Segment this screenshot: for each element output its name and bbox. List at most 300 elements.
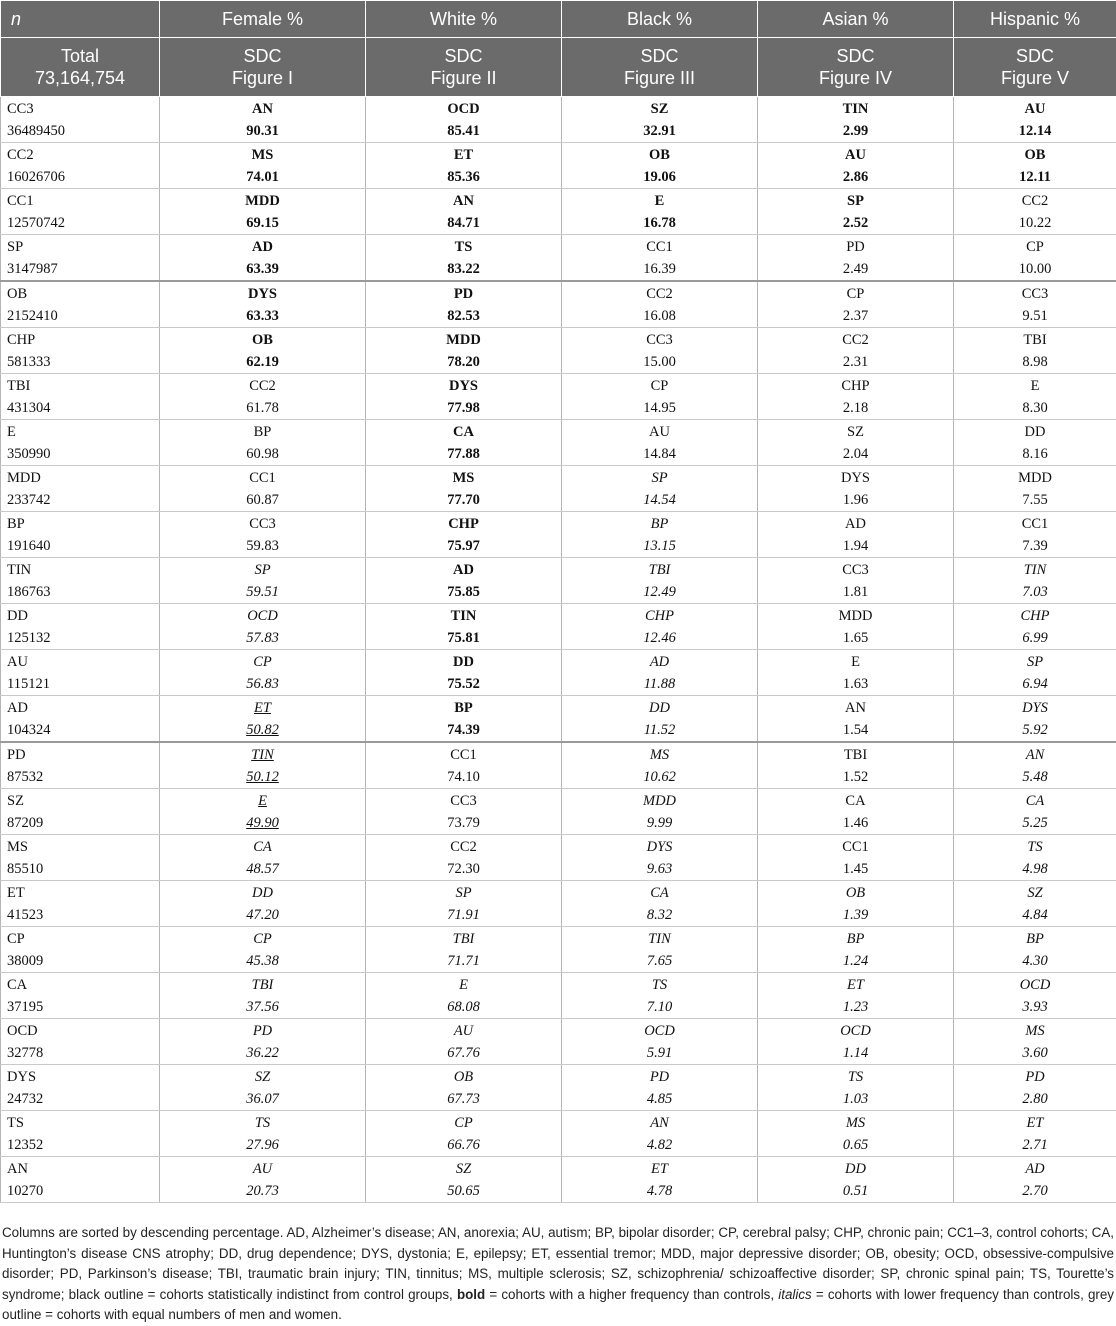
cell-cohort-name: DYS xyxy=(758,467,953,489)
cell-percent-value: 8.30 xyxy=(954,397,1116,419)
cell-percent-value: 6.94 xyxy=(954,673,1116,695)
cell-cohort-name: TBI xyxy=(954,329,1116,351)
cell-cohort-name: DD xyxy=(758,1158,953,1180)
cell-cohort-name: SZ xyxy=(758,421,953,443)
cell-percent-value: 72.30 xyxy=(366,858,561,880)
cell-cohort-name: PD xyxy=(366,283,561,305)
cell-cohort-name: CC2 xyxy=(366,836,561,858)
cell-percent-value: 75.85 xyxy=(366,581,561,603)
cell-cohort-name: CC1 xyxy=(758,836,953,858)
table-cell xyxy=(160,789,366,835)
cohort-n: 186763 xyxy=(7,581,159,603)
cell-percent-value: 75.52 xyxy=(366,673,561,695)
cell-percent-value: 63.39 xyxy=(160,258,365,280)
cell-cohort-name: PD xyxy=(562,1066,757,1088)
cell-percent-value: 15.00 xyxy=(562,351,757,373)
cohort-cell xyxy=(1,1019,160,1065)
table-footnote: Columns are sorted by descending percentage. AD, Alzheimer’s disease; AN, anorexia; AU, autism; BP, bipolar disorder; CP, cerebral palsy; CHP, chronic pain; CC1–3, control cohorts; CA, Huntington’s disease CNS atrophy; DD, drug dependence; DYS, dystonia; E, epilepsy; ET, essential tremor; MDD, major depressive disorder; OB, obesity; OCD, obsessive-compulsive disorder; PD, Parkinson’s disease; TBI, traumatic brain injury; TIN, tinnitus; MS, multiple sclerosis; SZ, schizophrenia/ schizoaffective disorder; SP, chronic spinal pain; TS, Tourette’s syndrome; black outline = cohorts statistically indistinct from control groups, bold = cohorts with a higher frequency than controls, italics = cohorts with lower frequency than controls, grey outline = cohorts with equal numbers of men and women. xyxy=(2,1223,1114,1326)
table-cell xyxy=(954,328,1116,374)
cell-percent-value: 7.10 xyxy=(562,996,757,1018)
table-cell xyxy=(366,1157,562,1203)
table-cell xyxy=(758,835,954,881)
cell-percent-value: 1.52 xyxy=(758,766,953,788)
cell-percent-value: 1.24 xyxy=(758,950,953,972)
cohort-n: 191640 xyxy=(7,535,159,557)
table-cell xyxy=(562,512,758,558)
table-cell xyxy=(954,604,1116,650)
cell-percent-value: 1.03 xyxy=(758,1088,953,1110)
cohort-cell xyxy=(1,281,160,328)
cell-cohort-name: OB xyxy=(954,144,1116,166)
cohort-code: AN xyxy=(7,1158,159,1180)
cell-cohort-name: CC3 xyxy=(160,513,365,535)
table-cell xyxy=(160,604,366,650)
cell-percent-value: 5.25 xyxy=(954,812,1116,834)
table-row xyxy=(1,973,1116,1019)
cell-percent-value: 60.98 xyxy=(160,443,365,465)
table-cell xyxy=(366,1019,562,1065)
table-cell xyxy=(366,189,562,235)
table-cell xyxy=(758,420,954,466)
cell-percent-value: 0.51 xyxy=(758,1180,953,1202)
table-cell xyxy=(366,835,562,881)
cell-percent-value: 2.52 xyxy=(758,212,953,234)
cohort-cell xyxy=(1,973,160,1019)
table-cell xyxy=(954,881,1116,927)
table-cell xyxy=(366,97,562,143)
cell-percent-value: 62.19 xyxy=(160,351,365,373)
cohort-n: 38009 xyxy=(7,950,159,972)
table-cell xyxy=(954,281,1116,328)
cohort-code: MDD xyxy=(7,467,159,489)
cell-percent-value: 37.56 xyxy=(160,996,365,1018)
cell-cohort-name: AD xyxy=(758,513,953,535)
table-cell xyxy=(758,512,954,558)
cohort-n: 104324 xyxy=(7,719,159,741)
cell-cohort-name: BP xyxy=(562,513,757,535)
table-cell xyxy=(160,97,366,143)
cell-cohort-name: OCD xyxy=(758,1020,953,1042)
cohort-n: 233742 xyxy=(7,489,159,511)
column-header-white: White % xyxy=(366,1,562,38)
cell-cohort-name: AD xyxy=(160,236,365,258)
cohort-code: CC2 xyxy=(7,144,159,166)
table-cell xyxy=(954,235,1116,282)
table-cell xyxy=(366,143,562,189)
cell-cohort-name: SZ xyxy=(160,1066,365,1088)
cell-percent-value: 67.73 xyxy=(366,1088,561,1110)
column-header-black: Black % xyxy=(562,1,758,38)
cohort-n: 581333 xyxy=(7,351,159,373)
table-cell xyxy=(366,604,562,650)
table-cell xyxy=(366,558,562,604)
cell-cohort-name: BP xyxy=(758,928,953,950)
cell-cohort-name: AN xyxy=(562,1112,757,1134)
cell-percent-value: 9.51 xyxy=(954,305,1116,327)
table-cell xyxy=(562,420,758,466)
table-cell xyxy=(562,281,758,328)
cell-percent-value: 74.10 xyxy=(366,766,561,788)
figure-ref-female: SDC Figure I xyxy=(160,38,366,97)
figure-ref-white: SDC Figure II xyxy=(366,38,562,97)
table-row xyxy=(1,189,1116,235)
cell-percent-value: 47.20 xyxy=(160,904,365,926)
table-cell xyxy=(758,466,954,512)
cohort-code: CA xyxy=(7,974,159,996)
cell-cohort-name: CC2 xyxy=(954,190,1116,212)
cohort-code: CHP xyxy=(7,329,159,351)
table-cell xyxy=(954,742,1116,789)
cell-percent-value: 83.22 xyxy=(366,258,561,280)
cell-cohort-name: TBI xyxy=(160,974,365,996)
cohort-code: TBI xyxy=(7,375,159,397)
cell-percent-value: 12.11 xyxy=(954,166,1116,188)
cohort-n: 3147987 xyxy=(7,258,159,280)
cell-percent-value: 74.39 xyxy=(366,719,561,741)
table-cell xyxy=(954,1157,1116,1203)
cell-cohort-name: SP xyxy=(954,651,1116,673)
total-label: Total xyxy=(1,45,159,67)
cohort-cell xyxy=(1,374,160,420)
table-cell xyxy=(366,1065,562,1111)
table-cell xyxy=(366,742,562,789)
table-row xyxy=(1,696,1116,743)
table-cell xyxy=(954,1019,1116,1065)
cell-percent-value: 73.79 xyxy=(366,812,561,834)
cell-cohort-name: AU xyxy=(160,1158,365,1180)
cell-percent-value: 49.90 xyxy=(246,812,279,834)
cell-cohort-name: DD xyxy=(954,421,1116,443)
cell-percent-value: 8.32 xyxy=(562,904,757,926)
cell-cohort-name: OB xyxy=(562,144,757,166)
cell-cohort-name: DD xyxy=(562,697,757,719)
cell-percent-value: 13.15 xyxy=(562,535,757,557)
table-cell xyxy=(160,143,366,189)
table-cell xyxy=(562,1111,758,1157)
table-cell xyxy=(562,466,758,512)
cohort-code: TIN xyxy=(7,559,159,581)
cohort-n: 2152410 xyxy=(7,305,159,327)
cell-cohort-name: DYS xyxy=(562,836,757,858)
cell-cohort-name: ET xyxy=(954,1112,1116,1134)
cohort-n: 12570742 xyxy=(7,212,159,234)
cell-cohort-name: OB xyxy=(160,329,365,351)
cell-percent-value: 61.78 xyxy=(160,397,365,419)
cell-percent-value: 8.16 xyxy=(954,443,1116,465)
table-cell xyxy=(562,189,758,235)
table-cell xyxy=(562,973,758,1019)
cell-cohort-name: CP xyxy=(160,928,365,950)
cohort-cell xyxy=(1,235,160,282)
cell-cohort-name: CP xyxy=(758,283,953,305)
cell-percent-value: 27.96 xyxy=(160,1134,365,1156)
cohort-code: ET xyxy=(7,882,159,904)
table-cell xyxy=(366,466,562,512)
cell-percent-value: 10.00 xyxy=(954,258,1116,280)
table-cell xyxy=(562,927,758,973)
table-cell xyxy=(160,927,366,973)
cell-cohort-name: TIN xyxy=(246,744,279,766)
table-cell xyxy=(954,143,1116,189)
cell-percent-value: 82.53 xyxy=(366,305,561,327)
cohort-code: SZ xyxy=(7,790,159,812)
table-cell xyxy=(160,1065,366,1111)
table-row xyxy=(1,1111,1116,1157)
cell-percent-value: 32.91 xyxy=(562,120,757,142)
cell-percent-value: 14.95 xyxy=(562,397,757,419)
header-row xyxy=(1,1,1116,38)
table-body xyxy=(1,97,1116,1203)
cohort-cell xyxy=(1,1065,160,1111)
cell-cohort-name: E xyxy=(954,375,1116,397)
table-cell xyxy=(954,558,1116,604)
cell-cohort-name: CC2 xyxy=(160,375,365,397)
cell-percent-value: 14.84 xyxy=(562,443,757,465)
cell-cohort-name: BP xyxy=(954,928,1116,950)
cell-cohort-name: CC3 xyxy=(954,283,1116,305)
cell-cohort-name: DD xyxy=(366,651,561,673)
cell-percent-value: 4.84 xyxy=(954,904,1116,926)
cell-cohort-name: OCD xyxy=(954,974,1116,996)
cell-cohort-name: SZ xyxy=(366,1158,561,1180)
cohort-cell xyxy=(1,420,160,466)
cell-cohort-name: SP xyxy=(366,882,561,904)
cell-cohort-name: BP xyxy=(160,421,365,443)
cell-percent-value: 14.54 xyxy=(562,489,757,511)
cell-percent-value: 2.04 xyxy=(758,443,953,465)
cell-percent-value: 12.14 xyxy=(954,120,1116,142)
cell-percent-value: 2.99 xyxy=(758,120,953,142)
table-cell xyxy=(562,1157,758,1203)
cell-percent-value: 36.22 xyxy=(160,1042,365,1064)
cell-percent-value: 7.03 xyxy=(954,581,1116,603)
cell-cohort-name: MDD xyxy=(366,329,561,351)
cell-percent-value: 75.81 xyxy=(366,627,561,649)
cell-cohort-name: ET xyxy=(758,974,953,996)
table-cell xyxy=(758,558,954,604)
table-cell xyxy=(366,420,562,466)
cohort-code: BP xyxy=(7,513,159,535)
cell-cohort-name: CA xyxy=(758,790,953,812)
table-cell xyxy=(160,742,366,789)
table-row xyxy=(1,281,1116,328)
table-row xyxy=(1,742,1116,789)
cell-cohort-name: AD xyxy=(562,651,757,673)
table-cell xyxy=(954,374,1116,420)
cell-percent-value: 12.46 xyxy=(562,627,757,649)
cell-cohort-name: ET xyxy=(246,697,279,719)
cell-percent-value: 1.94 xyxy=(758,535,953,557)
cell-percent-value: 75.97 xyxy=(366,535,561,557)
table-cell xyxy=(562,97,758,143)
cell-cohort-name: AD xyxy=(366,559,561,581)
cohort-n: 115121 xyxy=(7,673,159,695)
cell-percent-value: 1.54 xyxy=(758,719,953,741)
cell-percent-value: 56.83 xyxy=(160,673,365,695)
column-header-hispanic: Hispanic % xyxy=(954,1,1116,38)
cell-percent-value: 4.30 xyxy=(954,950,1116,972)
table-cell xyxy=(160,1157,366,1203)
cell-cohort-name: DYS xyxy=(366,375,561,397)
cohort-cell xyxy=(1,696,160,743)
cohort-n: 24732 xyxy=(7,1088,159,1110)
cohort-n: 85510 xyxy=(7,858,159,880)
cell-cohort-name: CA xyxy=(562,882,757,904)
table-cell xyxy=(160,235,366,282)
cell-cohort-name: E xyxy=(562,190,757,212)
cell-percent-value: 5.92 xyxy=(954,719,1116,741)
cell-percent-value: 67.76 xyxy=(366,1042,561,1064)
table-cell xyxy=(160,512,366,558)
cohort-n: 87209 xyxy=(7,812,159,834)
table-cell xyxy=(758,328,954,374)
cohort-code: SP xyxy=(7,236,159,258)
table-cell xyxy=(160,696,366,743)
table-cell xyxy=(366,927,562,973)
cohort-code: MS xyxy=(7,836,159,858)
table-row xyxy=(1,558,1116,604)
cell-cohort-name: AN xyxy=(366,190,561,212)
cell-cohort-name: CC1 xyxy=(160,467,365,489)
cell-percent-value: 74.01 xyxy=(160,166,365,188)
cell-cohort-name: MDD xyxy=(160,190,365,212)
table-row xyxy=(1,881,1116,927)
cohort-cell xyxy=(1,881,160,927)
table-row xyxy=(1,235,1116,282)
cell-cohort-name: SP xyxy=(562,467,757,489)
cell-percent-value: 4.78 xyxy=(562,1180,757,1202)
table-cell xyxy=(954,1111,1116,1157)
cell-percent-value: 10.62 xyxy=(562,766,757,788)
cell-cohort-name: TBI xyxy=(366,928,561,950)
table-row xyxy=(1,650,1116,696)
column-header-female: Female % xyxy=(160,1,366,38)
cell-percent-value: 9.99 xyxy=(562,812,757,834)
cell-percent-value: 50.12 xyxy=(246,766,279,788)
table-cell xyxy=(954,835,1116,881)
cell-percent-value: 69.15 xyxy=(160,212,365,234)
table-cell xyxy=(366,650,562,696)
cell-percent-value: 1.96 xyxy=(758,489,953,511)
cell-percent-value: 36.07 xyxy=(160,1088,365,1110)
table-cell xyxy=(562,881,758,927)
table-row xyxy=(1,466,1116,512)
figure-ref-black: SDC Figure III xyxy=(562,38,758,97)
table-row xyxy=(1,835,1116,881)
cell-percent-value: 77.70 xyxy=(366,489,561,511)
cohort-cell xyxy=(1,466,160,512)
table-cell xyxy=(562,143,758,189)
cell-percent-value: 10.22 xyxy=(954,212,1116,234)
table-cell xyxy=(758,927,954,973)
cohort-cell xyxy=(1,512,160,558)
table-cell xyxy=(562,235,758,282)
cell-percent-value: 2.37 xyxy=(758,305,953,327)
cell-cohort-name: CC1 xyxy=(366,744,561,766)
cohort-cell xyxy=(1,604,160,650)
cell-percent-value: 6.99 xyxy=(954,627,1116,649)
cohort-cell xyxy=(1,1157,160,1203)
cell-cohort-name: AN xyxy=(954,744,1116,766)
table-cell xyxy=(366,328,562,374)
cell-percent-value: 5.48 xyxy=(954,766,1116,788)
table-row xyxy=(1,1065,1116,1111)
table-cell xyxy=(160,466,366,512)
cell-cohort-name: MDD xyxy=(758,605,953,627)
cell-percent-value: 8.98 xyxy=(954,351,1116,373)
figure-ref-hispanic: SDC Figure V xyxy=(954,38,1116,97)
cell-percent-value: 16.78 xyxy=(562,212,757,234)
table-cell xyxy=(562,604,758,650)
cell-percent-value: 1.65 xyxy=(758,627,953,649)
cell-percent-value: 1.63 xyxy=(758,673,953,695)
table-cell xyxy=(758,374,954,420)
cohort-code: CP xyxy=(7,928,159,950)
table-row xyxy=(1,97,1116,143)
table-cell xyxy=(954,466,1116,512)
table-cell xyxy=(954,1065,1116,1111)
cell-cohort-name: CA xyxy=(160,836,365,858)
table-row xyxy=(1,143,1116,189)
cell-percent-value: 7.39 xyxy=(954,535,1116,557)
cohort-code: PD xyxy=(7,744,159,766)
cell-percent-value: 77.88 xyxy=(366,443,561,465)
cell-percent-value: 50.82 xyxy=(246,719,279,741)
cell-cohort-name: CC2 xyxy=(562,283,757,305)
cell-cohort-name: E xyxy=(366,974,561,996)
cell-cohort-name: DD xyxy=(160,882,365,904)
total-value: 73,164,754 xyxy=(1,67,159,89)
cohort-cell xyxy=(1,97,160,143)
cell-cohort-name: TS xyxy=(366,236,561,258)
table-row xyxy=(1,604,1116,650)
cell-cohort-name: AU xyxy=(758,144,953,166)
table-cell xyxy=(366,973,562,1019)
table-cell xyxy=(954,973,1116,1019)
table-row xyxy=(1,420,1116,466)
cohort-code: CC3 xyxy=(7,98,159,120)
table-cell xyxy=(954,789,1116,835)
cell-cohort-name: ET xyxy=(562,1158,757,1180)
table-cell xyxy=(366,881,562,927)
cell-cohort-name: AU xyxy=(954,98,1116,120)
subheader-row xyxy=(1,38,1116,97)
table-cell xyxy=(160,835,366,881)
cell-cohort-name: OCD xyxy=(562,1020,757,1042)
cell-cohort-name: PD xyxy=(954,1066,1116,1088)
table-cell xyxy=(954,927,1116,973)
cell-percent-value: 2.31 xyxy=(758,351,953,373)
cell-percent-value: 68.08 xyxy=(366,996,561,1018)
table-cell xyxy=(562,696,758,743)
cohort-cell xyxy=(1,835,160,881)
cohort-code: OB xyxy=(7,283,159,305)
cell-cohort-name: CHP xyxy=(366,513,561,535)
cohort-n: 10270 xyxy=(7,1180,159,1202)
cell-cohort-name: CC3 xyxy=(758,559,953,581)
cell-percent-value: 85.41 xyxy=(366,120,561,142)
cell-cohort-name: TS xyxy=(160,1112,365,1134)
cell-percent-value: 59.51 xyxy=(160,581,365,603)
cell-percent-value: 11.88 xyxy=(562,673,757,695)
cell-percent-value: 85.36 xyxy=(366,166,561,188)
cohort-cell xyxy=(1,1111,160,1157)
cohort-n: 350990 xyxy=(7,443,159,465)
cell-percent-value: 59.83 xyxy=(160,535,365,557)
table-row xyxy=(1,927,1116,973)
cell-cohort-name: CP xyxy=(954,236,1116,258)
cell-cohort-name: TBI xyxy=(758,744,953,766)
